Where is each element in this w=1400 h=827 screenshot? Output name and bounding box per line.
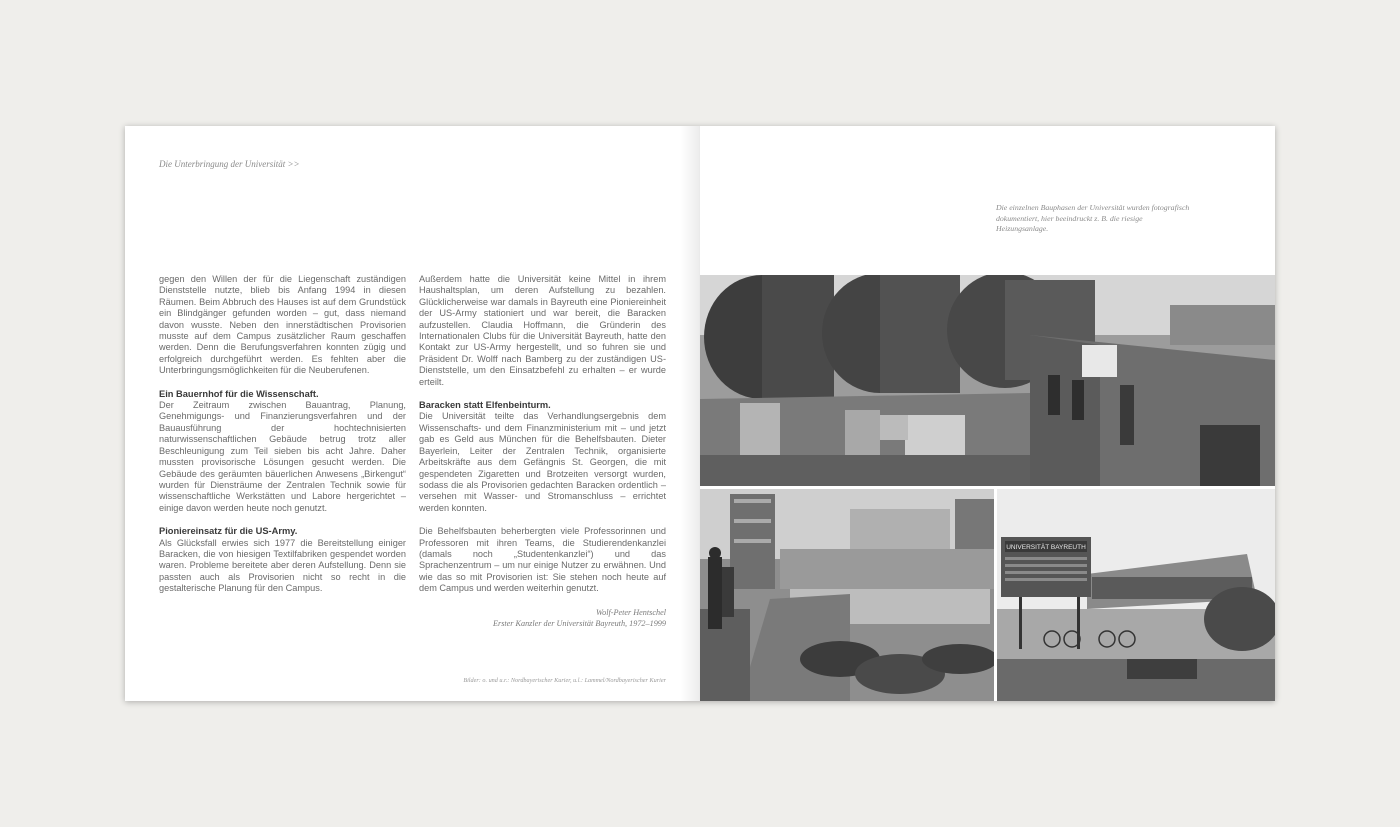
photo-credit: Bilder: o. und u.r.: Nordbayerischer Kurier, u.l.: Lammel/Nordbayerischer Kurier (463, 677, 666, 684)
author-name: Wolf-Peter Hentschel (596, 607, 666, 617)
text-column-1 (159, 274, 406, 607)
author-title: Erster Kanzler der Universität Bayreuth, 1972–1999 (493, 618, 666, 628)
photo-construction-site (700, 489, 994, 701)
heading-bauernhof: Ein Bauernhof für die Wissenschaft. (159, 388, 319, 399)
page-gutter-shadow (680, 126, 702, 701)
sign-text: UNIVERSITÄT BAYREUTH (1006, 544, 1086, 551)
text-column-2 (419, 274, 666, 629)
column1-intro: gegen den Willen der für die Liegenschaft zuständigen Dienststelle nutzte, blieb bis Anfang 1994 in diesen Räumen. Beim Abbruch des Hauses ist auf dem Grundstück ein Blindgänger gefunden worden – gut, dass niemand davon wusste. Neben den innerstädtischen Provisorien musste auf dem Campus zusätzlicher Raum geschaffen werden. Denn die Berufungsverfahren konnten zügig und erfolgreich durchgeführt werden. Es fehlten aber die Unterbringungsmöglichkeiten für die Neuberufenen. (159, 274, 406, 376)
left-page (125, 126, 700, 701)
photo-caption: Die einzelnen Bauphasen der Universität wurden fotografisch dokumentiert, hier beeindruckt z. B. die riesige Heizungsanlage. (996, 203, 1190, 234)
column2-para2: Die Behelfsbauten beherbergten viele Professorinnen und Professoren mit ihren Teams, die Studierendenkanzlei (damals noch „Studentenkanzlei“) und das Sprachenzentrum – um nur einige Nutzer zu erwähnen. Und wie das so mit Provisorien ist: Sie stehen noch heute auf dem Campus und werden weiterhin genutzt. (419, 526, 666, 594)
column1-para2: Als Glücksfall erwies sich 1977 die Bereitstellung einiger Baracken, die von hiesigen Textilfabriken gespendet worden waren. Probleme bereitete aber deren Aufstellung. Denn sie passten auch als Provisorien nicht so recht in die gestalterische Planung für den Campus. (159, 537, 406, 594)
column2-para1: Die Universität teilte das Verhandlungsergebnis dem Wissenschafts- und dem Finanzministerium mit – und jetzt gab es Geld aus München für die Behelfsbauten. Dieter Bayerlein, Leiter der Zentralen Technik, organisierte Arbeitskräfte aus dem Gefängnis St. Georgen, die mit gespendeten Zigaretten und Brotzeiten versorgt wurden, sodass die als Provisorien gedachten Baracken ordentlich – versehen mit Wasser- und Stromanschluss – errichtet werden konnten. (419, 411, 666, 513)
book-spread (125, 126, 1275, 701)
heading-pioniereinsatz: Pioniereinsatz für die US-Army. (159, 526, 298, 537)
signature (419, 607, 666, 629)
heading-baracken: Baracken statt Elfenbeinturm. (419, 400, 551, 411)
running-head: Die Unterbringung der Universität >> (159, 159, 300, 169)
column2-intro: Außerdem hatte die Universität keine Mittel in ihrem Haushaltsplan, um deren Aufstellung zu bezahlen. Glücklicherweise war damals in Bayreuth eine Pioniereinheit der US-Army stationiert und war bereit, die Baracken aufzustellen. Claudia Hoffmann, die Gründerin des Internationalen Clubs für die Universität Bayreuth, hatte den Kontakt zur US-Army hergestellt, und so fuhren sie und Präsident Dr. Wolff nach Bamberg zu der zuständigen US-Dienststelle, um den Einsatzbefehl zu erhalten – er wurde erteilt. (419, 274, 666, 387)
right-page (700, 126, 1275, 701)
photo-heating-plant (700, 275, 1275, 486)
photo-university-sign (997, 489, 1275, 701)
column1-para1: Der Zeitraum zwischen Bauantrag, Planung, Genehmigungs- und Finanzierungsverfahren und der Bauausführung der hochtechnisierten naturwissenschaftlichen Gebäude betrug trotz aller Beschleunigung zum Teil sieben bis acht Jahre. Daher mussten provisorische Lösungen gesucht werden. Die Gebäude des geräumten bäuerlichen Anwesens „Birkengut“ wurden für Diensträume der Zentralen Technik sowie für wissenschaftliche Werkstätten und Labore hergerichtet – einige davon werden heute noch genutzt. (159, 400, 406, 513)
